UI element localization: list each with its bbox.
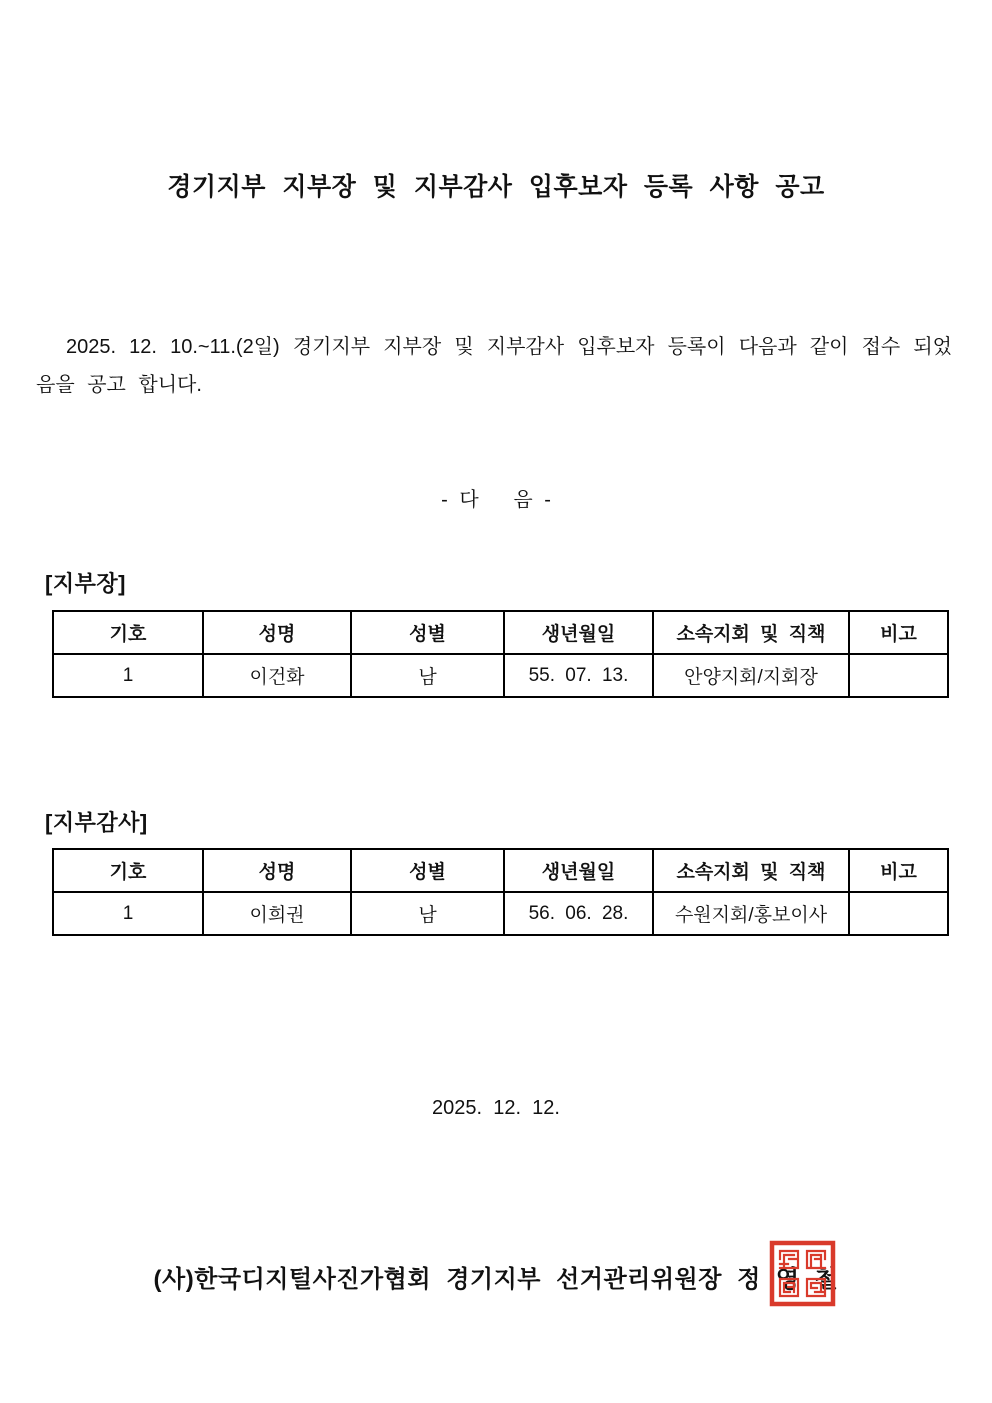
branch-head-table <box>52 610 949 698</box>
cell-gender: 남 <box>351 892 504 935</box>
section-label-branch-head: [지부장] <box>45 571 126 596</box>
table-header-row <box>53 849 948 892</box>
table-row <box>53 654 948 697</box>
cell-remarks <box>849 892 948 935</box>
column-header-gender: 성별 <box>351 849 504 892</box>
cell-number: 1 <box>53 892 203 935</box>
page-title: 경기지부 지부장 및 지부감사 입후보자 등록 사항 공고 <box>167 173 825 201</box>
official-seal-stamp <box>769 1240 836 1307</box>
announcement-date: 2025. 12. 12. <box>432 1097 560 1119</box>
column-header-birthdate: 생년월일 <box>504 849 653 892</box>
cell-birthdate: 56. 06. 28. <box>504 892 653 935</box>
column-header-name: 성명 <box>203 849 351 892</box>
cell-affiliation: 안양지회/지회장 <box>653 654 849 697</box>
column-header-affiliation: 소속지회 및 직책 <box>653 611 849 654</box>
table-row <box>53 892 948 935</box>
column-header-remarks: 비고 <box>849 849 948 892</box>
daum-divider: - 다 음 - <box>441 489 551 511</box>
section-label-branch-auditor: [지부감사] <box>45 810 148 835</box>
column-header-gender: 성별 <box>351 611 504 654</box>
cell-affiliation: 수원지회/홍보이사 <box>653 892 849 935</box>
column-header-name: 성명 <box>203 611 351 654</box>
cell-gender: 남 <box>351 654 504 697</box>
cell-number: 1 <box>53 654 203 697</box>
column-header-remarks: 비고 <box>849 611 948 654</box>
column-header-number: 기호 <box>53 611 203 654</box>
cell-birthdate: 55. 07. 13. <box>504 654 653 697</box>
column-header-birthdate: 생년월일 <box>504 611 653 654</box>
column-header-affiliation: 소속지회 및 직책 <box>653 849 849 892</box>
signature-line: (사)한국디지털사진가협회 경기지부 선거관리위원장 정 영 철 <box>153 1266 839 1293</box>
column-header-number: 기호 <box>53 849 203 892</box>
table-header-row <box>53 611 948 654</box>
cell-remarks <box>849 654 948 697</box>
intro-paragraph: 2025. 12. 10.~11.(2일) 경기지부 지부장 및 지부감사 입후보자 등록이 다음과 같이 접수 되었음을 공고 합니다. <box>36 336 952 396</box>
branch-auditor-table <box>52 848 949 936</box>
cell-name: 이희권 <box>203 892 351 935</box>
seal-icon <box>769 1240 836 1307</box>
cell-name: 이건화 <box>203 654 351 697</box>
